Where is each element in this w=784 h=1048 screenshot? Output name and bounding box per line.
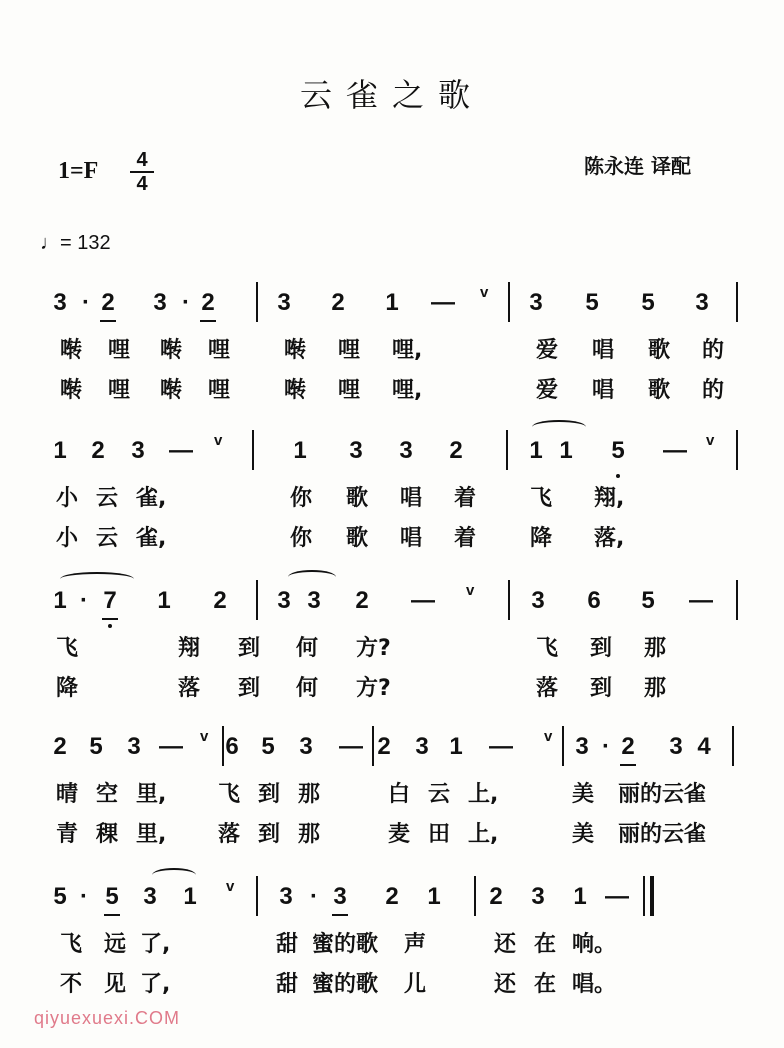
note: 3 [127, 733, 141, 760]
note: 2 [101, 289, 115, 316]
breath-mark: v [226, 878, 235, 895]
lyric-verse-1: 飞 [60, 932, 83, 957]
note: · [602, 733, 610, 760]
lyric-verse-2: 落 [218, 822, 241, 847]
lyric-verse-2: 的 [702, 378, 725, 403]
lyric-verse-2: 啭 [284, 378, 307, 403]
lyric-verse-1: 远 [104, 932, 127, 957]
lyric-verse-1: 甜 [276, 932, 299, 957]
lyric-verse-1: 歌 [346, 486, 369, 511]
note: 4 [697, 733, 711, 760]
note: · [310, 883, 318, 910]
note: 5 [611, 437, 625, 464]
barline [736, 430, 738, 470]
note: 2 [91, 437, 105, 464]
note: 5 [585, 289, 599, 316]
lyric-verse-1: 晴 [56, 782, 79, 807]
lyric-verse-1: 唱 [400, 486, 423, 511]
note: 1 [157, 587, 171, 614]
barline [736, 282, 738, 322]
time-signature-top: 4 [136, 149, 148, 171]
lyric-verse-2: 唱 [592, 378, 615, 403]
lyric-verse-1: 响。 [572, 932, 617, 957]
note: — [159, 733, 183, 760]
note: 3 [529, 289, 543, 316]
lyric-verse-1: 哩 [338, 338, 361, 363]
lyric-verse-2: 稞 [96, 822, 119, 847]
lyric-verse-1: 到 [238, 636, 261, 661]
lyric-verse-1: 翔 [178, 636, 201, 661]
low-octave-dot [616, 474, 620, 478]
note: 3 [695, 289, 709, 316]
barline [736, 580, 738, 620]
note: 3 [333, 883, 347, 910]
lyric-verse-1: 云 [428, 782, 451, 807]
tempo-marking: ♩= 132 [40, 232, 111, 254]
lyric-verse-1: 方? [356, 636, 391, 661]
barline [506, 430, 508, 470]
lyric-verse-2: 爱 [536, 378, 559, 403]
note: 3 [575, 733, 589, 760]
lyric-verse-1: 那 [298, 782, 321, 807]
lyric-verse-2: 降 [530, 526, 553, 551]
lyric-verse-1: 声 [404, 932, 427, 957]
lyric-verse-1: 何 [296, 636, 319, 661]
note: — [411, 587, 435, 614]
note: 3 [299, 733, 313, 760]
lyric-verse-2: 在 [534, 972, 557, 997]
breath-mark: v [480, 284, 489, 301]
lyric-verse-1: 到 [258, 782, 281, 807]
note: 2 [213, 587, 227, 614]
note: — [169, 437, 193, 464]
lyric-verse-1: 雀, [136, 486, 167, 511]
lyric-verse-1: 飞 [536, 636, 559, 661]
lyric-verse-1: 蜜的歌 [312, 932, 379, 957]
lyric-verse-1: 美 [572, 782, 595, 807]
barline [256, 282, 258, 322]
eighth-underline [332, 914, 348, 916]
lyric-verse-2: 见 [104, 972, 127, 997]
song-title: 云雀之歌 [299, 76, 484, 114]
note: 5 [53, 883, 67, 910]
note: 5 [641, 289, 655, 316]
barline [474, 876, 476, 916]
note: 1 [183, 883, 197, 910]
lyric-verse-1: 啭 [160, 338, 183, 363]
lyric-verse-1: 云 [96, 486, 119, 511]
lyric-verse-1: 飞 [218, 782, 241, 807]
note: 2 [449, 437, 463, 464]
lyric-verse-2: 儿 [404, 972, 427, 997]
slur [288, 570, 336, 584]
note: 1 [573, 883, 587, 910]
lyric-verse-1: 着 [454, 486, 477, 511]
key-signature: 1=F [58, 158, 99, 184]
barline [256, 580, 258, 620]
lyric-verse-2: 不 [60, 972, 83, 997]
note: 3 [153, 289, 167, 316]
lyric-verse-1: 白 [388, 782, 411, 807]
lyric-verse-2: 到 [590, 676, 613, 701]
note: · [80, 587, 88, 614]
note: 5 [105, 883, 119, 910]
lyric-verse-1: 翔, [594, 486, 625, 511]
lyric-verse-2: 哩 [208, 378, 231, 403]
lyric-verse-2: 啭 [160, 378, 183, 403]
lyric-verse-1: 飞 [56, 636, 79, 661]
lyric-verse-2: 里, [136, 822, 167, 847]
lyric-verse-2: 唱 [400, 526, 423, 551]
lyric-verse-2: 蜜的歌 [312, 972, 379, 997]
note: 2 [489, 883, 503, 910]
note: 2 [621, 733, 635, 760]
lyric-verse-2: 方? [356, 676, 391, 701]
lyric-verse-2: 云 [96, 526, 119, 551]
lyric-verse-1: 那 [644, 636, 667, 661]
note: 3 [399, 437, 413, 464]
lyric-verse-2: 田 [428, 822, 451, 847]
lyric-verse-2: 美 [572, 822, 595, 847]
barline [252, 430, 254, 470]
note: 1 [427, 883, 441, 910]
note: — [489, 733, 513, 760]
barline [508, 580, 510, 620]
lyric-verse-2: 着 [454, 526, 477, 551]
low-octave-dot [108, 624, 112, 628]
lyric-verse-1: 的 [702, 338, 725, 363]
lyric-verse-2: 丽的云雀 [618, 822, 707, 847]
lyric-verse-2: 了, [140, 972, 171, 997]
lyric-verse-2: 哩, [392, 378, 423, 403]
note: 3 [349, 437, 363, 464]
note: 3 [531, 587, 545, 614]
lyric-verse-2: 小 [56, 526, 79, 551]
lyric-verse-1: 哩, [392, 338, 423, 363]
lyric-verse-1: 你 [290, 486, 313, 511]
lyric-verse-1: 小 [56, 486, 79, 511]
lyric-verse-1: 在 [534, 932, 557, 957]
lyric-verse-1: 空 [96, 782, 119, 807]
note: 5 [89, 733, 103, 760]
eighth-underline [100, 320, 116, 322]
note: · [182, 289, 190, 316]
breath-mark: v [214, 432, 223, 449]
slur [152, 868, 196, 882]
note: 3 [531, 883, 545, 910]
note: 3 [131, 437, 145, 464]
note: 1 [449, 733, 463, 760]
lyric-verse-1: 飞 [530, 486, 553, 511]
note: 2 [377, 733, 391, 760]
lyric-verse-1: 上, [468, 782, 499, 807]
eighth-underline [102, 618, 118, 620]
lyric-verse-1: 歌 [648, 338, 671, 363]
note: 3 [669, 733, 683, 760]
breath-mark: v [466, 582, 475, 599]
note: 1 [293, 437, 307, 464]
lyric-verse-2: 青 [56, 822, 79, 847]
lyric-verse-1: 爱 [536, 338, 559, 363]
note: 1 [385, 289, 399, 316]
time-signature-bottom: 4 [136, 173, 148, 195]
lyric-verse-1: 里, [136, 782, 167, 807]
note: — [663, 437, 687, 464]
eighth-underline [200, 320, 216, 322]
note: 3 [415, 733, 429, 760]
note: 3 [143, 883, 157, 910]
note: 3 [53, 289, 67, 316]
lyric-verse-1: 了, [140, 932, 171, 957]
lyric-verse-1: 啭 [60, 338, 83, 363]
lyric-verse-2: 你 [290, 526, 313, 551]
note: 2 [331, 289, 345, 316]
lyric-verse-1: 哩 [108, 338, 131, 363]
arranger-credit: 陈永连 译配 [584, 154, 691, 178]
lyric-verse-2: 哩 [338, 378, 361, 403]
note: 2 [385, 883, 399, 910]
lyric-verse-2: 上, [468, 822, 499, 847]
lyric-verse-2: 那 [298, 822, 321, 847]
lyric-verse-2: 唱。 [572, 972, 617, 997]
lyric-verse-2: 雀, [136, 526, 167, 551]
lyric-verse-2: 那 [644, 676, 667, 701]
lyric-verse-2: 甜 [276, 972, 299, 997]
note: — [431, 289, 455, 316]
lyric-verse-2: 到 [258, 822, 281, 847]
note: 2 [201, 289, 215, 316]
note: 6 [587, 587, 601, 614]
lyric-verse-2: 麦 [388, 822, 411, 847]
lyric-verse-1: 唱 [592, 338, 615, 363]
time-signature [130, 150, 154, 194]
breath-mark: v [200, 728, 209, 745]
note: 1 [529, 437, 543, 464]
eighth-underline [104, 914, 120, 916]
lyric-verse-2: 落 [178, 676, 201, 701]
breath-mark: v [706, 432, 715, 449]
lyric-verse-1: 啭 [284, 338, 307, 363]
eighth-underline [620, 764, 636, 766]
lyric-verse-1: 哩 [208, 338, 231, 363]
breath-mark: v [544, 728, 553, 745]
lyric-verse-2: 到 [238, 676, 261, 701]
lyric-verse-2: 何 [296, 676, 319, 701]
note: 2 [53, 733, 67, 760]
note: 7 [103, 587, 117, 614]
note: 6 [225, 733, 239, 760]
lyric-verse-2: 歌 [346, 526, 369, 551]
note: 1 [559, 437, 573, 464]
note: 3 [277, 289, 291, 316]
note: 3 [277, 587, 291, 614]
note: 5 [641, 587, 655, 614]
note: 1 [53, 437, 67, 464]
note: 2 [355, 587, 369, 614]
barline [732, 726, 734, 766]
barline [562, 726, 564, 766]
lyric-verse-2: 歌 [648, 378, 671, 403]
slur [532, 420, 586, 434]
note: 3 [307, 587, 321, 614]
watermark: qiyuexuexi.COM [34, 1008, 181, 1028]
note: — [605, 883, 629, 910]
lyric-verse-2: 落 [536, 676, 559, 701]
note: · [80, 883, 88, 910]
barline-thin [643, 876, 645, 916]
lyric-verse-2: 哩 [108, 378, 131, 403]
note: 5 [261, 733, 275, 760]
slur [60, 572, 134, 586]
barline [508, 282, 510, 322]
lyric-verse-1: 还 [494, 932, 517, 957]
note: 3 [279, 883, 293, 910]
note: — [339, 733, 363, 760]
note: · [82, 289, 90, 316]
lyric-verse-2: 啭 [60, 378, 83, 403]
lyric-verse-2: 落, [594, 526, 625, 551]
lyric-verse-1: 丽的云雀 [618, 782, 707, 807]
lyric-verse-1: 到 [590, 636, 613, 661]
barline [650, 876, 654, 916]
barline [256, 876, 258, 916]
lyric-verse-2: 还 [494, 972, 517, 997]
lyric-verse-2: 降 [56, 676, 79, 701]
note: — [689, 587, 713, 614]
note: 1 [53, 587, 67, 614]
